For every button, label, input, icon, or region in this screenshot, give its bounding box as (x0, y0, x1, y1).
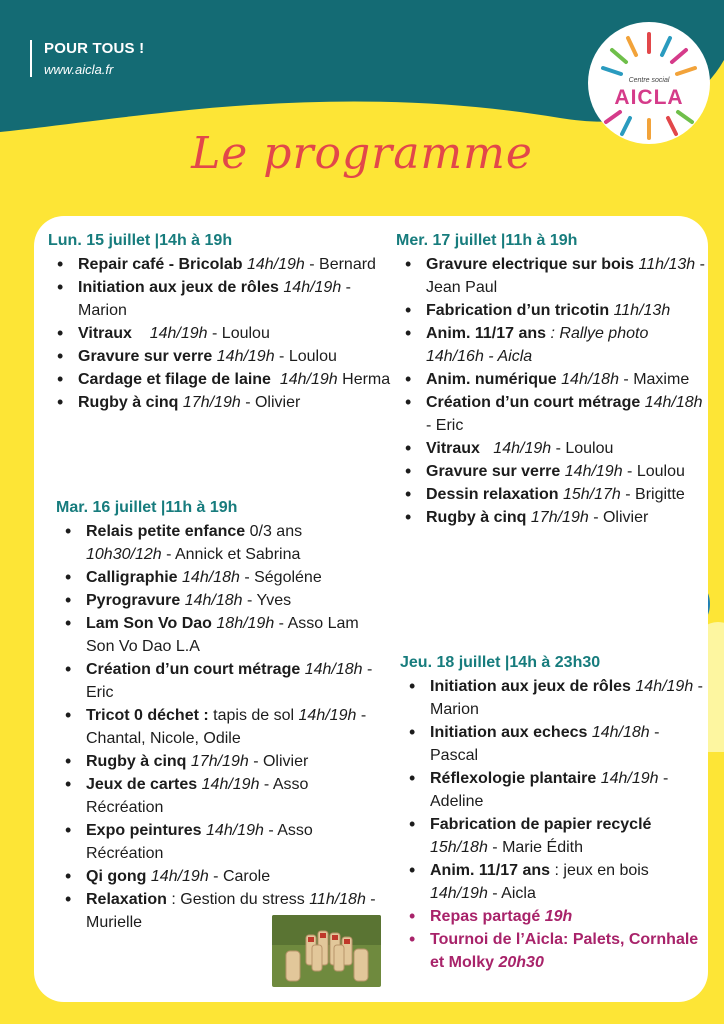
activity-name: Expo peintures (86, 822, 202, 839)
list-item (56, 520, 376, 566)
activity-name: Pyrogravure (86, 592, 181, 609)
highlight-item (400, 905, 708, 928)
activity-host: - Asso Lam Son Vo Dao L.A (86, 615, 359, 655)
activity-name: Dessin relaxation (426, 486, 559, 503)
activity-host: - Loulou (622, 463, 685, 480)
activity-host: - Bernard (304, 256, 376, 273)
activity-name: Relaxation (86, 891, 167, 908)
activity-host: - Asso Récréation (86, 822, 313, 862)
activity-name: Lam Son Vo Dao (86, 615, 212, 632)
list-item (48, 253, 403, 276)
list-item (400, 813, 708, 859)
activity-name: Vitraux (426, 440, 480, 457)
activity-list (400, 675, 708, 974)
list-item (396, 437, 708, 460)
list-item (56, 773, 376, 819)
day-thursday (400, 652, 708, 974)
list-item (396, 368, 708, 391)
list-item (48, 345, 403, 368)
activity-hours: 14h/19h (279, 371, 338, 388)
activity-host: - Maxime (618, 371, 690, 388)
activity-host: - Olivier (588, 509, 649, 526)
activity-host: - Marion (78, 279, 352, 319)
list-item (56, 589, 376, 612)
activity-name: Initiation aux jeux de rôles (78, 279, 279, 296)
website-link[interactable]: www.aicla.fr (44, 62, 114, 77)
activity-hours: 14h/18h (561, 371, 619, 388)
day-wednesday (396, 230, 708, 529)
aicla-logo (588, 22, 710, 144)
activity-name: Réflexologie plantaire (430, 770, 597, 787)
list-item (56, 819, 376, 865)
activity-name: Calligraphie (86, 569, 178, 586)
list-item (396, 299, 708, 322)
activity-name: Rugby à cinq (426, 509, 527, 526)
activity-hours: 14h/19h (150, 868, 209, 885)
activity-hours: 14h/19h (564, 463, 623, 480)
day-heading: Lun. 15 juillet |14h à 19h (48, 232, 233, 249)
header-tagline (30, 40, 144, 77)
activity-host: - Murielle (86, 891, 376, 931)
activity-hours: 14h/18h (304, 661, 363, 678)
activity-detail: : Rallye photo (546, 325, 649, 342)
activity-hours: 14h/18h (182, 569, 240, 586)
program-card (34, 216, 708, 1002)
day-tuesday (56, 497, 376, 934)
day-monday (48, 230, 403, 414)
list-item (56, 865, 376, 888)
activity-name: Initiation aux echecs (430, 724, 588, 741)
list-item (396, 391, 708, 437)
list-item (400, 675, 708, 721)
activity-host: Herma (337, 371, 391, 388)
list-item (48, 322, 403, 345)
activity-name: Initiation aux jeux de rôles (430, 678, 631, 695)
activity-name: Jeux de cartes (86, 776, 198, 793)
activity-detail: : jeux en bois (550, 862, 649, 879)
activity-host: - Eric (86, 661, 373, 701)
day-heading: Mer. 17 juillet |11h à 19h (396, 232, 578, 249)
list-item (56, 750, 376, 773)
activity-hours: 11h/13h (613, 302, 671, 319)
activity-hours: 14h/19h (201, 776, 260, 793)
list-item (48, 391, 403, 414)
activity-hours: 10h30/12h (86, 546, 162, 563)
activity-list (396, 253, 708, 529)
activity-name: Gravure electrique sur bois (426, 256, 635, 273)
activity-name: Fabrication d’un tricotin (426, 302, 610, 319)
molkky-photo (272, 915, 381, 987)
activity-hours: 14h/18h (184, 592, 243, 609)
activity-hours: 14h/18h (644, 394, 703, 411)
list-item (56, 612, 376, 658)
day-heading: Mar. 16 juillet |11h à 19h (56, 499, 238, 516)
list-item (56, 566, 376, 589)
activity-hours: 14h/18h (591, 724, 650, 741)
activity-hours: 17h/19h (530, 509, 589, 526)
activity-host: - Marie Édith (487, 839, 583, 856)
highlight-hours: 19h (544, 908, 573, 925)
activity-host: - Olivier (240, 394, 301, 411)
activity-name: Création d’un court métrage (86, 661, 301, 678)
activity-detail: tapis de sol (208, 707, 299, 724)
activity-host: - Brigitte (620, 486, 685, 503)
highlight-name: Tournoi de l’Aicla: Palets, Cornhale et Molky (430, 931, 699, 971)
activity-list (48, 253, 403, 414)
list-item (396, 506, 708, 529)
activity-hours: 18h/19h (216, 615, 275, 632)
activity-host: - Chantal, Nicole, Odile (86, 707, 367, 747)
tagline-text: POUR TOUS ! (44, 40, 145, 57)
activity-hours: 14h/19h (246, 256, 305, 273)
activity-hours: 14h/19h (635, 678, 694, 695)
list-item (400, 859, 708, 905)
activity-name: Repair café - Bricolab (78, 256, 243, 273)
activity-host: - Aicla (487, 885, 536, 902)
activity-hours: 17h/19h (190, 753, 249, 770)
page-title: Le programme (191, 128, 533, 179)
activity-host: - Eric (426, 417, 464, 434)
activity-host: - Yves (242, 592, 292, 609)
activity-name: Qi gong (86, 868, 147, 885)
activity-host: - Annick et Sabrina (161, 546, 301, 563)
activity-detail: 0/3 ans (245, 523, 303, 540)
activity-name: Cardage et filage de laine (78, 371, 271, 388)
activity-name: Fabrication de papier recyclé (430, 816, 652, 833)
activity-name: Tricot 0 déchet : (86, 707, 209, 724)
list-item (56, 704, 376, 750)
activity-name: Rugby à cinq (78, 394, 179, 411)
activity-hours: 14h/19h (216, 348, 275, 365)
activity-host: - Pascal (430, 724, 660, 764)
day-heading: Jeu. 18 juillet |14h à 23h30 (400, 654, 601, 671)
activity-name: Anim. 11/17 ans (430, 862, 551, 879)
activity-detail: : Gestion du stress (166, 891, 310, 908)
logo-subtitle: Centre social (628, 77, 670, 84)
activity-hours: 14h/19h (298, 707, 357, 724)
activity-host: - Carole (208, 868, 271, 885)
activity-list (56, 520, 376, 934)
activity-name: Gravure sur verre (426, 463, 561, 480)
activity-hours: 14h/19h (600, 770, 659, 787)
list-item (56, 658, 376, 704)
activity-hours: 15h/17h (562, 486, 621, 503)
activity-name: Anim. 11/17 ans (426, 325, 547, 342)
highlight-item (400, 928, 708, 974)
activity-host: - Marion (430, 678, 704, 718)
activity-hours: 14h/19h (493, 440, 552, 457)
list-item (396, 322, 708, 368)
activity-name: Rugby à cinq (86, 753, 187, 770)
activity-hours: 11h/13h (638, 256, 696, 273)
activity-hours: 15h/18h (430, 839, 488, 856)
activity-host: - Jean Paul (426, 256, 705, 296)
activity-name: Gravure sur verre (78, 348, 213, 365)
logo-name: AICLA (614, 86, 684, 109)
list-item (396, 483, 708, 506)
activity-host: - Ségoléne (239, 569, 322, 586)
activity-host: - Asso Récréation (86, 776, 309, 816)
list-item (400, 721, 708, 767)
list-item (48, 368, 403, 391)
activity-host: - Loulou (551, 440, 614, 457)
activity-name: Relais petite enfance (86, 523, 246, 540)
activity-host: - Loulou (274, 348, 337, 365)
activity-host: - Loulou (207, 325, 270, 342)
activity-name: Création d’un court métrage (426, 394, 641, 411)
list-item (396, 253, 708, 299)
activity-hours: 17h/19h (182, 394, 241, 411)
activity-hours: 14h/19h (283, 279, 342, 296)
activity-name: Vitraux (78, 325, 132, 342)
list-item (48, 276, 403, 322)
activity-host: - Adeline (430, 770, 669, 810)
activity-host: - Olivier (248, 753, 309, 770)
highlight-name: Repas partagé (430, 908, 541, 925)
highlight-hours: 20h30 (498, 954, 544, 971)
list-item (400, 767, 708, 813)
activity-hours: 11h/18h (309, 891, 366, 908)
activity-hours: 14h/19h (206, 822, 264, 839)
activity-hours: 14h/19h (430, 885, 488, 902)
list-item (396, 460, 708, 483)
activity-hours: 14h/16h - Aicla (426, 348, 533, 365)
activity-hours: 14h/19h (149, 325, 208, 342)
activity-name: Anim. numérique (426, 371, 557, 388)
